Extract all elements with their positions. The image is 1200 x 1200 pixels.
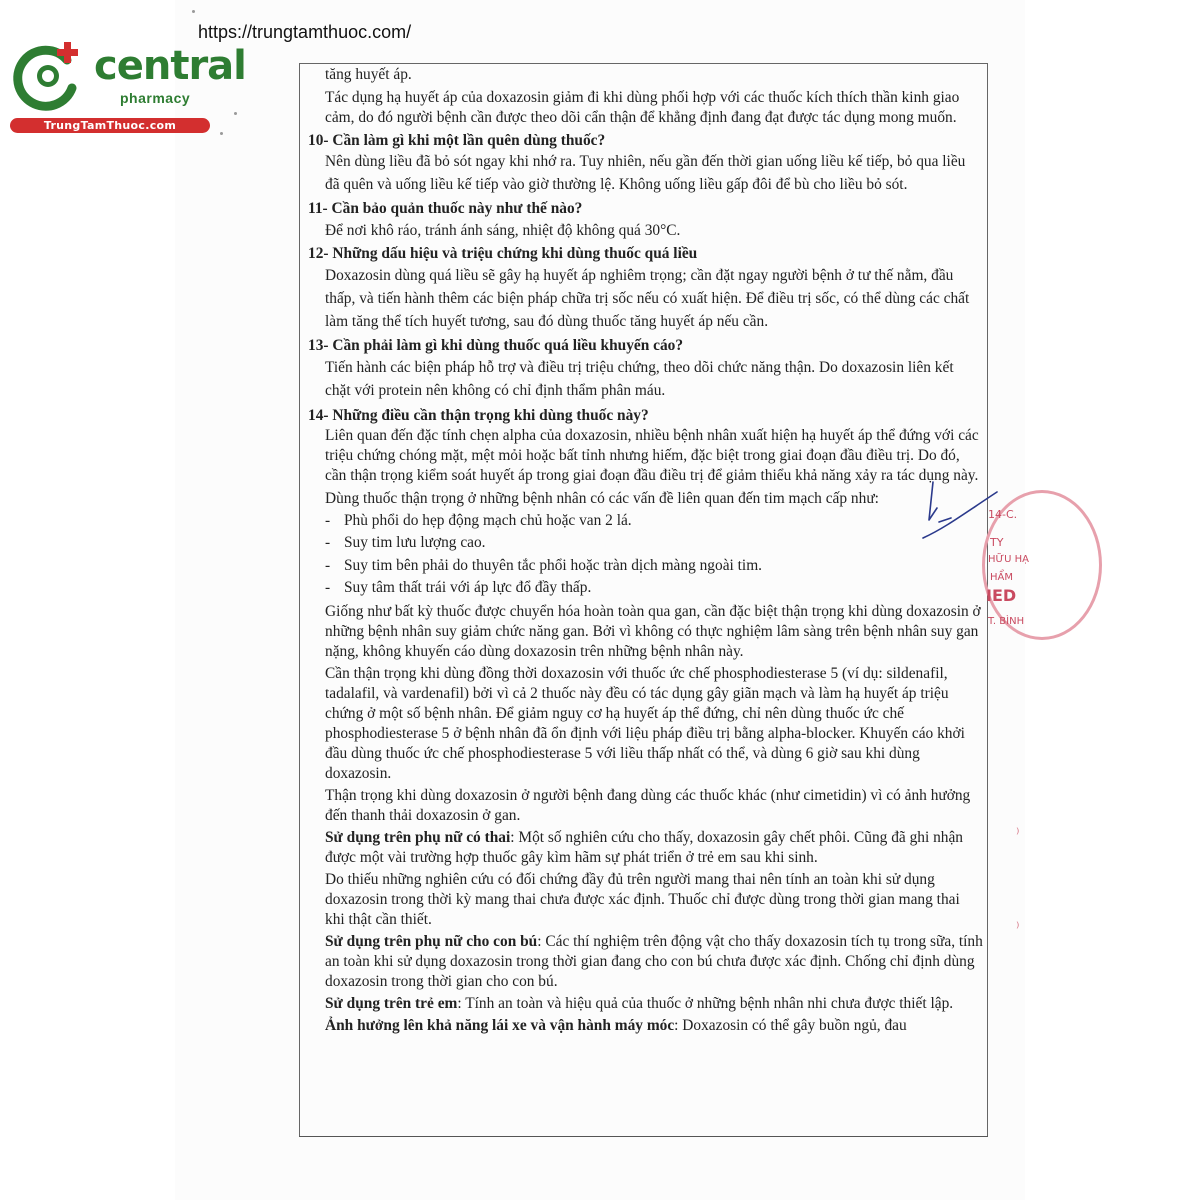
section-14-paragraph-3: Giống như bất kỳ thuốc được chuyển hóa hoàn toàn qua gan, cần đặc biệt thận trọng khi dùng doxazosin ở những bệnh nhân suy giảm chức năng gan. Bởi vì không có thực nghiệm lâm sàng trên bệnh nhân suy gan nặng, không khuyến cáo dùng doxazosin trên những bệnh nhân này. — [325, 602, 981, 660]
stamp-text: 14-C. — [988, 508, 1018, 521]
central-pharmacy-logo[interactable] — [10, 38, 246, 138]
section-14-paragraph-1: Liên quan đến đặc tính chẹn alpha của doxazosin, nhiều bệnh nhân xuất hiện hạ huyết áp thể đứng với các triệu chứng chóng mặt, mệt mỏi hoặc bất tỉnh nhưng hiếm, đặc biệt trong giai đoạn đầu điều trị. Do đó, cần thận trọng kiểm soát huyết áp trong giai đoạn đầu điều trị để giảm thiểu khả năng xảy ra tác dụng này. — [325, 427, 979, 485]
pharmacy-logo-icon — [12, 40, 84, 112]
stamp-text: HẨM — [990, 572, 1013, 583]
company-stamp — [966, 480, 1036, 650]
stamp-text: IED — [986, 586, 1017, 605]
section-11-body: Để nơi khô ráo, tránh ánh sáng, nhiệt độ không quá 30°C. — [325, 221, 681, 239]
intro-tail: tăng huyết áp. — [325, 66, 412, 83]
children-paragraph: Sử dụng trên trẻ em: Tính an toàn và hiệu quả của thuốc ở những bệnh nhân nhi chưa được thiết lập. — [325, 994, 954, 1012]
scan-mark: ⁾ — [1016, 826, 1020, 842]
section-13-title: 13- Cần phải làm gì khi dùng thuốc quá liều khuyến cáo? — [308, 337, 684, 355]
document-frame-bottom — [299, 1136, 988, 1137]
section-12-body: Doxazosin dùng quá liều sẽ gây hạ huyết áp nghiêm trọng; cần đặt ngay người bệnh ở tư thế nằm, đầu thấp, và tiến hành thêm các biện pháp chữa trị sốc nếu có xuất hiện. Để điều trị sốc, có thể dùng các chất làm tăng thể tích huyết tương, sau đó dùng thuốc tăng huyết áp nếu cần. — [325, 266, 970, 330]
section-10-title: 10- Cần làm gì khi một lần quên dùng thuốc? — [308, 131, 606, 149]
pregnancy-paragraph-2: Do thiếu những nghiên cứu có đối chứng đầy đủ trên người mang thai nên tính an toàn khi sử dụng doxazosin trong thời kỳ mang thai chưa được xác định. Thuốc chỉ được dùng trong thời gian mang thai khi thật cần thiết. — [325, 870, 960, 928]
scan-mark: ⁾ — [1016, 920, 1020, 936]
section-12-title: 12- Những dấu hiệu và triệu chứng khi dùng thuốc quá liều — [308, 245, 698, 263]
section-11-title: 11- Cần bảo quản thuốc này như thế nào? — [308, 200, 583, 218]
lactation-paragraph: Sử dụng trên phụ nữ cho con bú: Các thí nghiệm trên động vật cho thấy doxazosin tích tụ trong sữa, tính an toàn khi sử dụng doxazosin trong thời gian đang cho con bú chưa được xác định. Chống chỉ định dùng doxazosin trong thời gian cho con bú. — [325, 932, 983, 990]
section-14-paragraph-4: Cần thận trọng khi dùng đồng thời doxazosin với thuốc ức chế phosphodiesterase 5 (ví dụ: sildenafil, tadalafil, và vardenafil) bởi vì cả 2 thuốc này đều có tác dụng gây giãn mạch và làm hạ huyết áp triệu chứng ở một số bệnh nhân. Để giảm nguy cơ hạ huyết áp thể đứng, chỉ nên dùng thuốc ức chế phosphodiesterase 5 ở bệnh nhân đã ổn định với liệu pháp điều trị bằng alpha-blocker. Khuyến cáo khởi đầu dùng thuốc ức chế phosphodiesterase 5 với liều thấp nhất có thể, và dùng 6 giờ sau khi dùng doxazosin. — [325, 664, 965, 782]
site-url[interactable]: https://trungtamthuoc.com/ — [198, 22, 412, 42]
logo-badge: TrungTamThuoc.com — [10, 118, 210, 133]
section-13-body: Tiến hành các biện pháp hỗ trợ và điều trị triệu chứng, theo dõi chức năng thận. Do doxazosin liên kết chặt với protein nên không có chỉ định thẩm phân máu. — [325, 358, 954, 399]
section-14-title: 14- Những điều cần thận trọng khi dùng thuốc này? — [308, 406, 649, 424]
scan-speck — [234, 112, 237, 115]
list-item: - Suy tâm thất trái với áp lực đổ đầy thấp. — [325, 579, 592, 597]
logo-subtitle: pharmacy — [120, 90, 191, 106]
stamp-text: T. BÌNH — [988, 616, 1025, 627]
pregnancy-paragraph: Sử dụng trên phụ nữ có thai: Một số nghiên cứu cho thấy, doxazosin gây chết phôi. Cũng đã ghi nhận được một vài trường hợp thuốc gây kìm hãm sự phát triển ở trẻ em sau khi sinh. — [325, 828, 964, 866]
driving-paragraph: Ảnh hưởng lên khả năng lái xe và vận hành máy móc: Doxazosin có thể gây buồn ngủ, đau — [325, 1016, 907, 1034]
list-item: - Suy tim bên phải do thuyên tắc phổi hoặc tràn dịch màng ngoài tim. — [325, 556, 763, 574]
list-item: - Suy tim lưu lượng cao. — [325, 534, 486, 552]
intro-paragraph: Tác dụng hạ huyết áp của doxazosin giảm đi khi dùng phối hợp với các thuốc kích thích thần kinh giao cảm, do đó người bệnh cần được theo dõi cẩn thận để khẳng định đang đạt được tác dụng mong muốn. — [325, 88, 960, 126]
stamp-text: HỮU HẠ — [988, 554, 1029, 565]
scan-speck — [192, 10, 195, 13]
logo-wordmark: central — [94, 43, 246, 89]
section-14-paragraph-2: Dùng thuốc thận trọng ở những bệnh nhân có các vấn đề liên quan đến tim mạch cấp như: — [325, 490, 879, 508]
scan-speck — [220, 132, 223, 135]
list-item: - Phù phổi do hẹp động mạch chủ hoặc van 2 lá. — [325, 511, 632, 529]
section-14-paragraph-5: Thận trọng khi dùng doxazosin ở người bệnh đang dùng các thuốc khác (như cimetidin) vì có ảnh hưởng đến thanh thải doxazosin ở gan. — [325, 786, 971, 824]
document-body — [308, 64, 983, 1036]
section-10-body: Nên dùng liều đã bỏ sót ngay khi nhớ ra. Tuy nhiên, nếu gần đến thời gian uống liều kế tiếp, bỏ qua liều đã quên và uống liều kế tiếp vào giờ thường lệ. Không uống liều gấp đôi để bù cho liều bỏ sót. — [325, 153, 966, 193]
stamp-text: TY — [990, 536, 1004, 549]
